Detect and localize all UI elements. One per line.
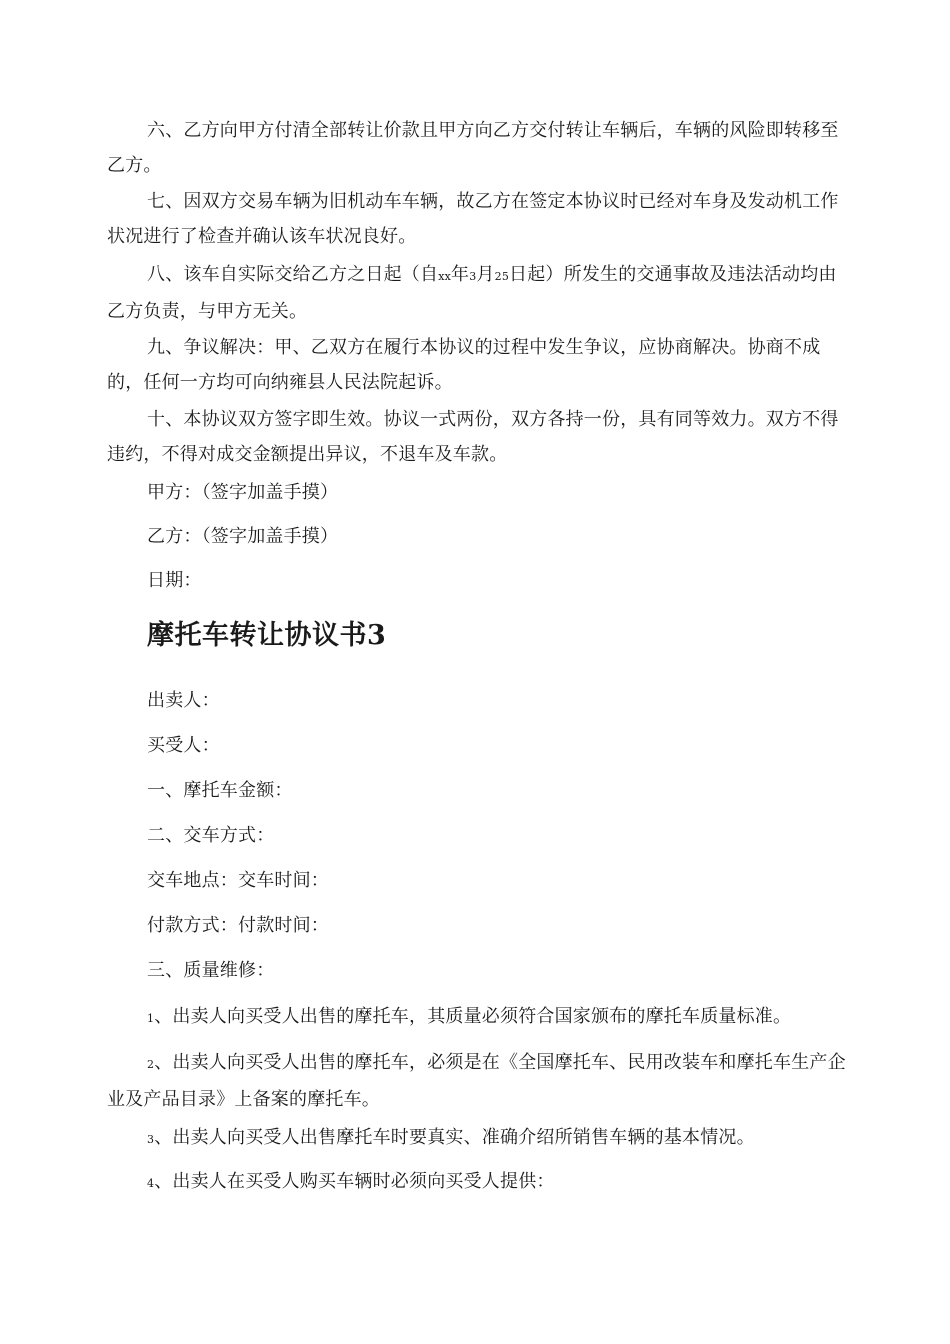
clause-8-year: xx [438,270,452,283]
clause-8-part-b: 年 [451,264,470,285]
party-b-signature: 乙方：（签字加盖手摸） [147,526,339,547]
clause-10-text: 十、本协议双方签字即生效。协议一式两份，双方各持一份，具有同等效力。双方不得违约，不得对成交金额提出异议，不退车及车款。 [107,409,839,465]
clause-6 [107,113,847,183]
quality-item-3-num: 3 [147,1133,155,1146]
date-line: 日期： [147,570,202,591]
quality-item-1-num: 1 [147,1012,155,1025]
item-2-delivery-method: 二、交车方式： [147,825,275,846]
quality-item-4 [107,1164,847,1201]
quality-item-1-text: 、出卖人向买受人出售的摩托车，其质量必须符合国家颁布的摩托车质量标准。 [154,1006,792,1027]
item-3-quality: 三、质量维修： [147,960,275,981]
clause-8-part-c: 月 [476,264,495,285]
clause-8-part-e: 日起）所发生的交通事故及违法活动均由乙方负责，与甲方无关。 [107,264,837,322]
quality-item-2-text: 、出卖人向买受人出售的摩托车，必须是在《全国摩托车、民用改装车和摩托车生产企业及产品目录》上备案的摩托车。 [107,1052,846,1110]
quality-item-3 [107,1120,847,1157]
delivery-place-time: 交车地点：交车时间： [147,870,329,891]
party-a-signature: 甲方：（签字加盖手摸） [147,482,339,503]
clause-8-month: 3 [469,270,477,283]
clause-7-text: 七、因双方交易车辆为旧机动车车辆，故乙方在签定本协议时已经对车身及发动机工作状况进行了检查并确认该车状况良好。 [107,191,839,247]
clause-10 [107,402,847,472]
quality-item-4-text: 、出卖人在买受人购买车辆时必须向买受人提供： [154,1171,555,1192]
clause-8-part-a: 八、该车自实际交给乙方之日起（自 [147,264,439,285]
quality-item-4-num: 4 [147,1177,155,1190]
quality-item-2 [107,1045,847,1117]
item-1-amount: 一、摩托车金额： [147,780,293,801]
clause-6-text: 六、乙方向甲方付清全部转让价款且甲方向乙方交付转让车辆后，车辆的风险即转移至乙方。 [107,120,839,176]
quality-item-3-text: 、出卖人向买受人出售摩托车时要真实、准确介绍所销售车辆的基本情况。 [154,1127,755,1148]
clause-7 [107,184,847,254]
clause-8 [107,257,847,329]
seller-line: 出卖人： [147,690,220,711]
quality-item-1 [107,999,847,1036]
buyer-line: 买受人： [147,735,220,756]
clause-8-day: 25 [494,270,510,283]
agreement-title: 摩托车转让协议书3 [147,620,387,651]
clause-9-text: 九、争议解决：甲、乙双方在履行本协议的过程中发生争议，应协商解决。协商不成的，任何一方均可向纳雍县人民法院起诉。 [107,337,821,393]
payment-method-time: 付款方式：付款时间： [147,915,329,936]
quality-item-2-num: 2 [147,1058,155,1071]
clause-9 [107,330,847,400]
